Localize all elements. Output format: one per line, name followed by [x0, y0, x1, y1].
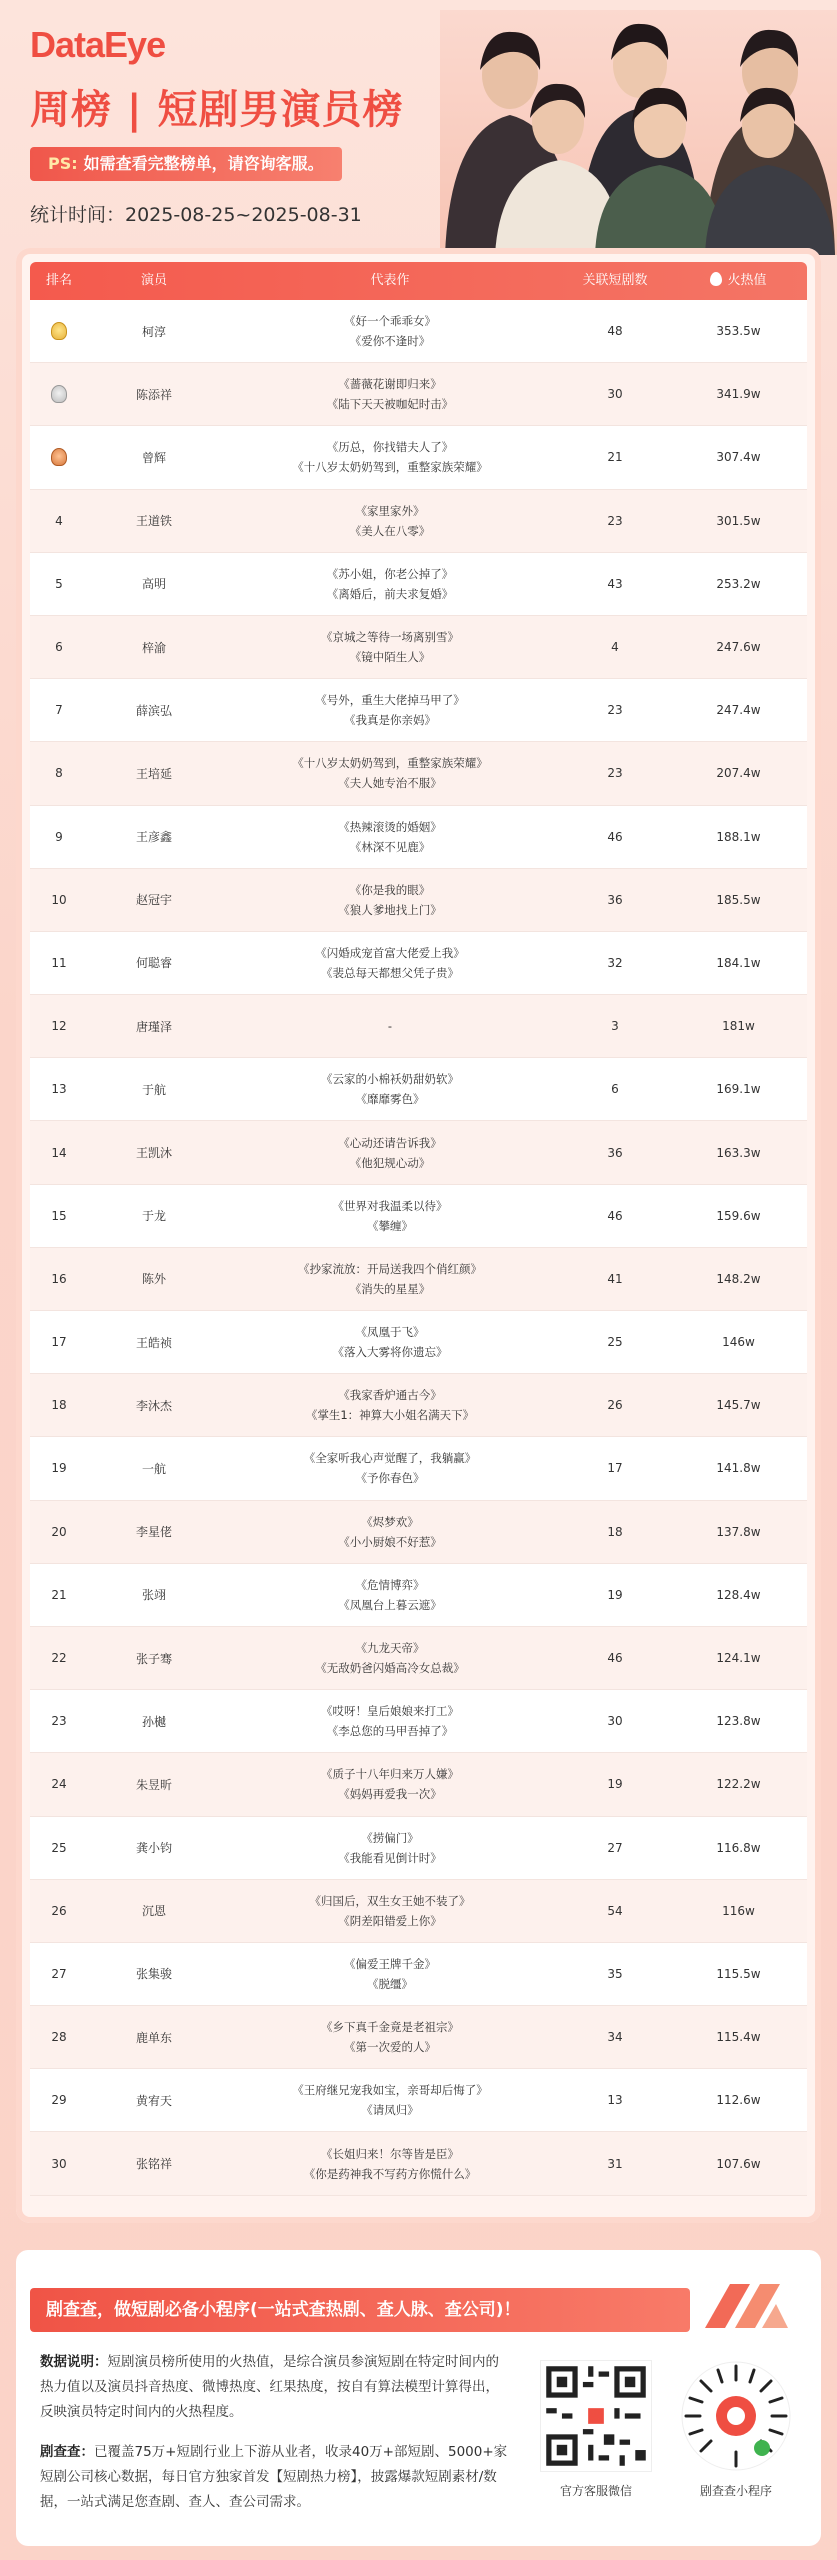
works-cell — [220, 1943, 560, 2005]
rank-cell: 25 — [51, 1840, 67, 1855]
actor-name: 梓渝 — [141, 640, 166, 655]
wechat-qr-code[interactable] — [540, 2360, 652, 2472]
heat-value: 188.1w — [716, 829, 761, 844]
actors-group-photo — [440, 10, 837, 255]
work-title: 《十八岁太奶奶驾到，重整家族荣耀》 — [292, 460, 488, 475]
fire-icon — [710, 272, 722, 286]
mini-program-label: 剧查查小程序 — [699, 2484, 772, 2498]
rank-cell: 27 — [51, 1966, 67, 1981]
works-cell — [220, 869, 560, 931]
rank-cell: 21 — [51, 1587, 67, 1602]
actor-name: 朱昱昕 — [135, 1777, 172, 1792]
work-title: 《裴总每天都想父凭子贵》 — [321, 965, 459, 980]
heat-value: 184.1w — [716, 955, 761, 970]
work-title: 《心动还请告诉我》 — [338, 1135, 442, 1150]
heat-value: 247.6w — [716, 640, 761, 655]
rank-cell: 9 — [55, 829, 63, 844]
table-row — [30, 679, 807, 742]
rank-cell: 22 — [51, 1651, 67, 1666]
heat-value: 341.9w — [716, 387, 761, 402]
table-row — [30, 1248, 807, 1311]
works-cell — [220, 553, 560, 615]
table-row — [30, 1121, 807, 1184]
works-cell — [220, 1121, 560, 1183]
heat-value: 353.5w — [716, 324, 761, 339]
silver-medal-icon — [51, 385, 67, 403]
work-title: 《家里家外》 — [355, 503, 425, 518]
ps-label: PS: — [48, 154, 78, 173]
table-row — [30, 2006, 807, 2069]
work-title: 《无敌奶爸闪婚高冷女总裁》 — [315, 1661, 465, 1676]
work-title: 《夫人她专治不服》 — [338, 776, 442, 791]
mini-program-code[interactable] — [680, 2360, 792, 2472]
works-cell — [220, 490, 560, 552]
actor-name: 张子骞 — [135, 1651, 172, 1666]
drama-count: 30 — [607, 1714, 623, 1729]
actor-name: 张铭祥 — [135, 2157, 172, 2172]
ps-text: 如需查看完整榜单，请咨询客服。 — [83, 154, 324, 173]
work-title: 《林深不见鹿》 — [349, 839, 431, 854]
actor-name: 曾辉 — [141, 450, 166, 465]
works-cell — [220, 1564, 560, 1626]
col-heat-label: 火热值 — [727, 273, 767, 288]
banner-decoration-icon — [700, 2278, 790, 2334]
heat-value: 148.2w — [716, 1271, 761, 1286]
actor-name: 龚小钧 — [135, 1841, 172, 1856]
rank-cell: 19 — [51, 1461, 67, 1476]
actor-name: 王道铁 — [135, 514, 172, 529]
table-row — [30, 1753, 807, 1816]
drama-count: 27 — [607, 1840, 623, 1855]
work-title: 《凤凰于飞》 — [355, 1325, 425, 1340]
heat-value: 141.8w — [716, 1461, 761, 1476]
works-cell — [220, 932, 560, 994]
actor-name: 黄宥天 — [135, 2093, 172, 2108]
rank-cell: 11 — [51, 955, 67, 970]
rank-cell: 16 — [51, 1271, 67, 1286]
actor-name: 沉恩 — [141, 1904, 166, 1919]
work-title: 《偏爱王牌千金》 — [344, 1956, 436, 1971]
drama-count: 25 — [607, 1335, 623, 1350]
drama-count: 3 — [611, 1019, 619, 1034]
work-title: 《云家的小棉袄奶甜奶软》 — [321, 1072, 459, 1087]
work-title: 《京城之等待一场离别雪》 — [321, 630, 459, 645]
work-title: 《美人在八零》 — [349, 523, 431, 538]
heat-value: 116w — [722, 1903, 755, 1918]
work-title: 《陆下天天被咖妃时击》 — [326, 397, 454, 412]
col-heat — [670, 262, 807, 300]
drama-count: 21 — [607, 450, 623, 465]
heat-value: 124.1w — [716, 1651, 761, 1666]
drama-count: 43 — [607, 576, 623, 591]
drama-count: 46 — [607, 1651, 623, 1666]
rank-cell: 10 — [51, 892, 67, 907]
drama-count: 36 — [607, 1145, 623, 1160]
drama-count: 36 — [607, 892, 623, 907]
table-row — [30, 1564, 807, 1627]
work-title: 《爱你不逢时》 — [349, 334, 431, 349]
works-cell — [220, 1501, 560, 1563]
rank-cell: 6 — [55, 640, 63, 655]
rank-cell: 26 — [51, 1903, 67, 1918]
header — [0, 0, 837, 250]
actor-name: 一航 — [141, 1461, 166, 1476]
drama-count: 4 — [611, 640, 619, 655]
dataeye-logo: DataEye — [30, 24, 166, 65]
drama-count: 32 — [607, 955, 623, 970]
rank-cell: 28 — [51, 2030, 67, 2045]
table-row — [30, 1437, 807, 1500]
data-description — [40, 2350, 510, 2425]
table-row — [30, 1185, 807, 1248]
work-title: 《全家听我心声觉醒了，我躺赢》 — [303, 1451, 477, 1466]
works-cell — [220, 742, 560, 804]
heat-value: 128.4w — [716, 1587, 761, 1602]
work-title: 《李总您的马甲吾掉了》 — [326, 1724, 454, 1739]
actor-name: 王彦鑫 — [135, 830, 172, 845]
rank-cell: 15 — [51, 1208, 67, 1223]
work-title: 《掌生1：神算大小姐名满天下》 — [305, 1408, 475, 1423]
table-header — [30, 262, 807, 300]
table-row — [30, 806, 807, 869]
works-cell — [220, 1311, 560, 1373]
work-title: 《闪婚成宠首富大佬爱上我》 — [315, 945, 465, 960]
drama-count: 17 — [607, 1461, 623, 1476]
rank-cell: 5 — [55, 576, 63, 591]
work-title: 《好一个乖乖女》 — [344, 314, 436, 329]
drama-count: 6 — [611, 1082, 619, 1097]
works-cell — [220, 679, 560, 741]
actor-name: 薛滨弘 — [135, 703, 172, 718]
table-row — [30, 616, 807, 679]
work-title: 《他犯规心动》 — [349, 1155, 431, 1170]
rank-cell: 29 — [51, 2093, 67, 2108]
works-cell — [220, 806, 560, 868]
heat-value: 116.8w — [716, 1840, 761, 1855]
work-title: 《予你春色》 — [355, 1471, 425, 1486]
work-title: 《捞偏门》 — [361, 1830, 419, 1845]
work-title: 《危情博弈》 — [355, 1577, 425, 1592]
drama-count: 46 — [607, 829, 623, 844]
works-cell — [220, 426, 560, 488]
work-title: 《狼人爹地找上门》 — [338, 902, 442, 917]
work-title: 《我能看见倒计时》 — [338, 1850, 442, 1865]
work-title: 《落入大雾将你遗忘》 — [332, 1345, 448, 1360]
table-row — [30, 300, 807, 363]
heat-value: 159.6w — [716, 1208, 761, 1223]
drama-count: 54 — [607, 1903, 623, 1918]
work-title: 《质子十八年归来万人嫌》 — [321, 1767, 459, 1782]
heat-value: 247.4w — [716, 703, 761, 718]
drama-count: 23 — [607, 703, 623, 718]
work-title: - — [387, 1019, 393, 1034]
page-title: 周榜 | 短剧男演员榜 — [30, 87, 404, 133]
heat-value: 137.8w — [716, 1524, 761, 1539]
actor-name: 陈外 — [141, 1272, 166, 1287]
table-row — [30, 742, 807, 805]
drama-count: 46 — [607, 1208, 623, 1223]
rank-cell: 14 — [51, 1145, 67, 1160]
promo-banner[interactable]: 剧查查，做短剧必备小程序(一站式查热剧、查人脉、查公司)！ — [30, 2288, 690, 2332]
drama-count: 13 — [607, 2093, 623, 2108]
ps-banner — [30, 147, 342, 181]
work-title: 《镜中陌生人》 — [349, 650, 431, 665]
heat-value: 307.4w — [716, 450, 761, 465]
work-title: 《消失的星星》 — [349, 1281, 431, 1296]
heat-value: 115.5w — [716, 1966, 761, 1981]
table-row — [30, 1627, 807, 1690]
wechat-qr-label: 官方客服微信 — [559, 2484, 632, 2498]
work-title: 《我家香炉通古今》 — [338, 1388, 442, 1403]
work-title: 《请凤归》 — [361, 2103, 419, 2118]
rank-cell — [30, 426, 88, 488]
work-title: 《长姐归来！尔等皆是臣》 — [321, 2146, 459, 2161]
heat-value: 107.6w — [716, 2156, 761, 2171]
drama-count: 34 — [607, 2030, 623, 2045]
work-title: 《世界对我温柔以待》 — [332, 1198, 448, 1213]
table-row — [30, 869, 807, 932]
drama-count: 23 — [607, 766, 623, 781]
actor-name: 柯淳 — [141, 324, 166, 339]
rank-cell: 4 — [55, 513, 63, 528]
table-row — [30, 2069, 807, 2132]
actor-name: 何聪睿 — [135, 956, 172, 971]
actor-name: 于航 — [141, 1082, 166, 1097]
heat-value: 181w — [722, 1019, 755, 1034]
drama-count: 48 — [607, 324, 623, 339]
works-cell — [220, 1374, 560, 1436]
work-title: 《烬梦欢》 — [361, 1514, 419, 1529]
work-title: 《妈妈再爱我一次》 — [338, 1787, 442, 1802]
work-title: 《十八岁太奶奶驾到，重整家族荣耀》 — [292, 756, 488, 771]
works-cell — [220, 616, 560, 678]
actor-name: 王培延 — [135, 766, 172, 781]
works-cell — [220, 363, 560, 425]
actor-name: 李星佬 — [135, 1525, 172, 1540]
data-description-label: 数据说明： — [40, 2354, 108, 2370]
works-cell — [220, 2069, 560, 2131]
work-title: 《乡下真千金竟是老祖宗》 — [321, 2020, 459, 2035]
work-title: 《脱缰》 — [367, 1976, 413, 1991]
gold-medal-icon — [51, 322, 67, 340]
table-row — [30, 1501, 807, 1564]
work-title: 《小小厨娘不好惹》 — [338, 1534, 442, 1549]
heat-value: 169.1w — [716, 1082, 761, 1097]
heat-value: 253.2w — [716, 576, 761, 591]
work-title: 《号外，重生大佬掉马甲了》 — [315, 693, 465, 708]
works-cell — [220, 995, 560, 1057]
col-actor: 演员 — [140, 273, 167, 288]
table-row — [30, 995, 807, 1058]
drama-count: 30 — [607, 387, 623, 402]
jucha-description-label: 剧查查： — [40, 2444, 94, 2460]
actor-name: 王皓祯 — [135, 1335, 172, 1350]
heat-value: 122.2w — [716, 1777, 761, 1792]
work-title: 《凤凰台上暮云遮》 — [338, 1597, 442, 1612]
rank-cell: 13 — [51, 1082, 67, 1097]
table-row — [30, 490, 807, 553]
works-cell — [220, 1880, 560, 1942]
works-cell — [220, 1248, 560, 1310]
heat-value: 123.8w — [716, 1714, 761, 1729]
drama-count: 18 — [607, 1524, 623, 1539]
rank-cell: 7 — [55, 703, 63, 718]
heat-value: 207.4w — [716, 766, 761, 781]
actor-name: 鹿单东 — [135, 2030, 172, 2045]
jucha-description — [40, 2440, 510, 2515]
drama-count: 23 — [607, 513, 623, 528]
work-title: 《历总，你找错夫人了》 — [326, 440, 454, 455]
actor-name: 王凯沐 — [135, 1146, 172, 1161]
work-title: 《归国后，双生女王她不装了》 — [309, 1893, 471, 1908]
jucha-description-text: 已覆盖75万+短剧行业上下游从业者，收录40万+部短剧、5000+家短剧公司核心数据，每日官方独家首发【短剧热力榜】，披露爆款短剧素材/数据，一站式满足您查剧、查人、查公司需求。 — [40, 2444, 508, 2510]
table-row — [30, 553, 807, 616]
works-cell — [220, 2132, 560, 2194]
col-works: 代表作 — [370, 273, 410, 288]
works-cell — [220, 1437, 560, 1499]
rank-cell: 23 — [51, 1714, 67, 1729]
rank-cell: 17 — [51, 1335, 67, 1350]
rank-cell: 8 — [55, 766, 63, 781]
rank-cell: 12 — [51, 1019, 67, 1034]
rank-cell: 30 — [51, 2156, 67, 2171]
drama-count: 26 — [607, 1398, 623, 1413]
table-row — [30, 932, 807, 995]
actor-name: 孙樾 — [141, 1714, 166, 1729]
work-title: 《第一次爱的人》 — [344, 2040, 436, 2055]
table-row — [30, 1311, 807, 1374]
table-row — [30, 1690, 807, 1753]
actor-name: 高明 — [141, 577, 166, 592]
work-title: 《九龙天帝》 — [355, 1641, 425, 1656]
heat-value: 185.5w — [716, 892, 761, 907]
bronze-medal-icon — [51, 448, 67, 466]
data-description-text: 短剧演员榜所使用的火热值，是综合演员参演短剧在特定时间内的热力值以及演员抖音热度、微博热度、红果热度，按自有算法模型计算得出，反映演员特定时间内的火热程度。 — [40, 2354, 499, 2420]
works-cell — [220, 1753, 560, 1815]
table-row — [30, 1880, 807, 1943]
ranking-rows — [30, 300, 807, 2196]
work-title: 《靡靡雾色》 — [355, 1092, 425, 1107]
heat-value: 115.4w — [716, 2030, 761, 2045]
rank-cell: 18 — [51, 1398, 67, 1413]
rank-cell: 20 — [51, 1524, 67, 1539]
actor-name: 于龙 — [141, 1209, 166, 1224]
work-title: 《我真是你亲妈》 — [344, 713, 436, 728]
rank-cell — [30, 363, 88, 425]
table-row — [30, 2132, 807, 2195]
heat-value: 112.6w — [716, 2093, 761, 2108]
drama-count: 19 — [607, 1587, 623, 1602]
statistics-period: 统计时间：2025-08-25~2025-08-31 — [30, 204, 362, 226]
actor-name: 陈添祥 — [135, 387, 172, 402]
heat-value: 145.7w — [716, 1398, 761, 1413]
work-title: 《阴差阳错爱上你》 — [338, 1913, 442, 1928]
work-title: 《蔷薇花谢即归来》 — [338, 377, 442, 392]
works-cell — [220, 1627, 560, 1689]
work-title: 《抄家流放：开局送我四个俏红颜》 — [298, 1261, 482, 1276]
work-title: 《攀缠》 — [367, 1218, 413, 1233]
table-row — [30, 1817, 807, 1880]
actor-name: 张翊 — [141, 1588, 166, 1603]
table-row — [30, 426, 807, 489]
heat-value: 301.5w — [716, 513, 761, 528]
col-rank: 排名 — [45, 273, 72, 288]
table-row — [30, 363, 807, 426]
rank-cell — [30, 300, 88, 362]
actor-name: 张集骏 — [135, 1967, 172, 1982]
work-title: 《王府继兄宠我如宝，亲哥却后悔了》 — [292, 2083, 488, 2098]
heat-value: 146w — [722, 1335, 755, 1350]
work-title: 《你是我的眼》 — [349, 882, 431, 897]
works-cell — [220, 1185, 560, 1247]
works-cell — [220, 1690, 560, 1752]
work-title: 《热辣滚烫的婚姻》 — [338, 819, 442, 834]
col-count: 关联短剧数 — [582, 273, 648, 288]
work-title: 《离婚后，前夫求复婚》 — [326, 586, 454, 601]
actor-name: 李沐杰 — [135, 1398, 172, 1413]
drama-count: 19 — [607, 1777, 623, 1792]
table-row — [30, 1943, 807, 2006]
drama-count: 41 — [607, 1271, 623, 1286]
heat-value: 163.3w — [716, 1145, 761, 1160]
works-cell — [220, 1817, 560, 1879]
actor-name: 唐瑾泽 — [135, 1019, 172, 1034]
actor-name: 赵冠宇 — [135, 893, 172, 908]
table-row — [30, 1374, 807, 1437]
table-row — [30, 1058, 807, 1121]
work-title: 《你是药神我不写药方你慌什么》 — [303, 2166, 477, 2181]
drama-count: 35 — [607, 1966, 623, 1981]
drama-count: 31 — [607, 2156, 623, 2171]
works-cell — [220, 1058, 560, 1120]
rank-cell: 24 — [51, 1777, 67, 1792]
work-title: 《哎呀！皇后娘娘来打工》 — [321, 1704, 459, 1719]
work-title: 《苏小姐，你老公掉了》 — [326, 566, 454, 581]
works-cell — [220, 2006, 560, 2068]
works-cell — [220, 300, 560, 362]
